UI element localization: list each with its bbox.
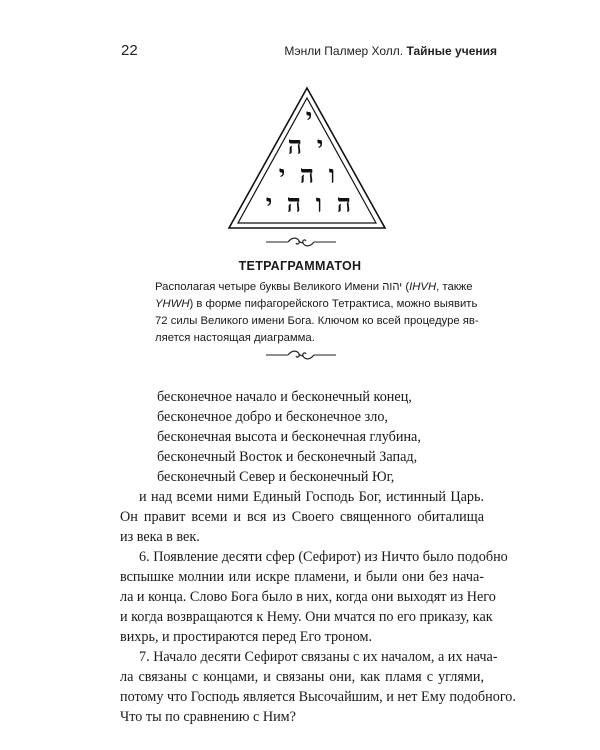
letter-r4-4: י: [265, 189, 273, 218]
body-line: потому что Господь является Высочайшим, и нет Ему подобного.: [120, 689, 516, 705]
top-ornament: [266, 236, 336, 248]
letter-r3-3: י: [278, 160, 286, 189]
body-line: вспышке молнии или искре пламени, и были они без нача-: [120, 569, 484, 585]
body-line: ла связаны с концами, и связаны они, как пламя с углями,: [120, 669, 484, 685]
letter-r4-3: ה: [286, 189, 302, 218]
caption-text: , также: [436, 281, 473, 293]
body-line: бесконечное добро и бесконечное зло,: [157, 409, 388, 425]
caption-italic: IHVH: [409, 281, 437, 293]
letter-r1-1: י: [305, 103, 313, 132]
caption-line-2: [155, 298, 478, 310]
caption-text: Располагая четыре буквы Великого Имени יהוה (: [155, 281, 410, 293]
caption-italic: YHWH: [155, 298, 190, 310]
page-number: 22: [121, 42, 138, 59]
body-line: бесконечное начало и бесконечный конец,: [157, 389, 412, 405]
header-author: Мэнли Палмер Холл.: [284, 44, 404, 58]
tetragrammaton-figure: [227, 86, 387, 230]
body-line: Что ты по сравнению с Ним?: [120, 709, 296, 725]
body-line: из века в век.: [120, 529, 200, 545]
body-line: 6. Появление десяти сфер (Сефирот) из Ничто было подобно: [139, 549, 508, 565]
letter-r2-2: ה: [287, 131, 303, 160]
header-book-title: Тайные учения: [406, 44, 497, 58]
caption-text: ) в форме пифагорейского Тетрактиса, можно выявить: [189, 298, 478, 310]
bottom-ornament: [266, 349, 336, 361]
running-header: [284, 44, 497, 58]
body-line: бесконечный Восток и бесконечный Запад,: [157, 449, 418, 465]
caption-line-4: ляется настоящая диаграмма.: [155, 332, 315, 344]
letter-r4-2: ו: [315, 189, 323, 218]
tetractys-triangle: [227, 86, 387, 230]
letter-r3-2: ה: [299, 160, 315, 189]
caption-line-1: [155, 281, 473, 293]
body-line: и когда возвращаются к Нему. Они мчатся по его приказу, как: [120, 609, 493, 625]
body-line: 7. Начало десяти Сефирот связаны с их началом, а их нача-: [139, 649, 498, 665]
body-line: вихрь, и простираются перед Его троном.: [120, 629, 373, 645]
body-line: Он правит всеми и вся из Своего священного обиталища: [120, 509, 484, 525]
caption-title: ТЕТРАГРАММАТОН: [238, 259, 362, 273]
letter-r4-1: ה: [336, 189, 352, 218]
caption-line-3: 72 силы Великого имени Бога. Ключом ко всей процедуре яв-: [155, 315, 479, 327]
body-line: бесконечная высота и бесконечная глубина,: [157, 429, 421, 445]
body-line: ла и конца. Слово Бога было в них, когда они выходят из Него: [120, 589, 496, 605]
letter-r2-1: י: [316, 131, 324, 160]
letter-r3-1: ו: [328, 160, 336, 189]
body-line: бесконечный Север и бесконечный Юг,: [157, 469, 395, 485]
body-line: и над всеми ними Единый Господь Бог, истинный Царь.: [139, 489, 484, 505]
